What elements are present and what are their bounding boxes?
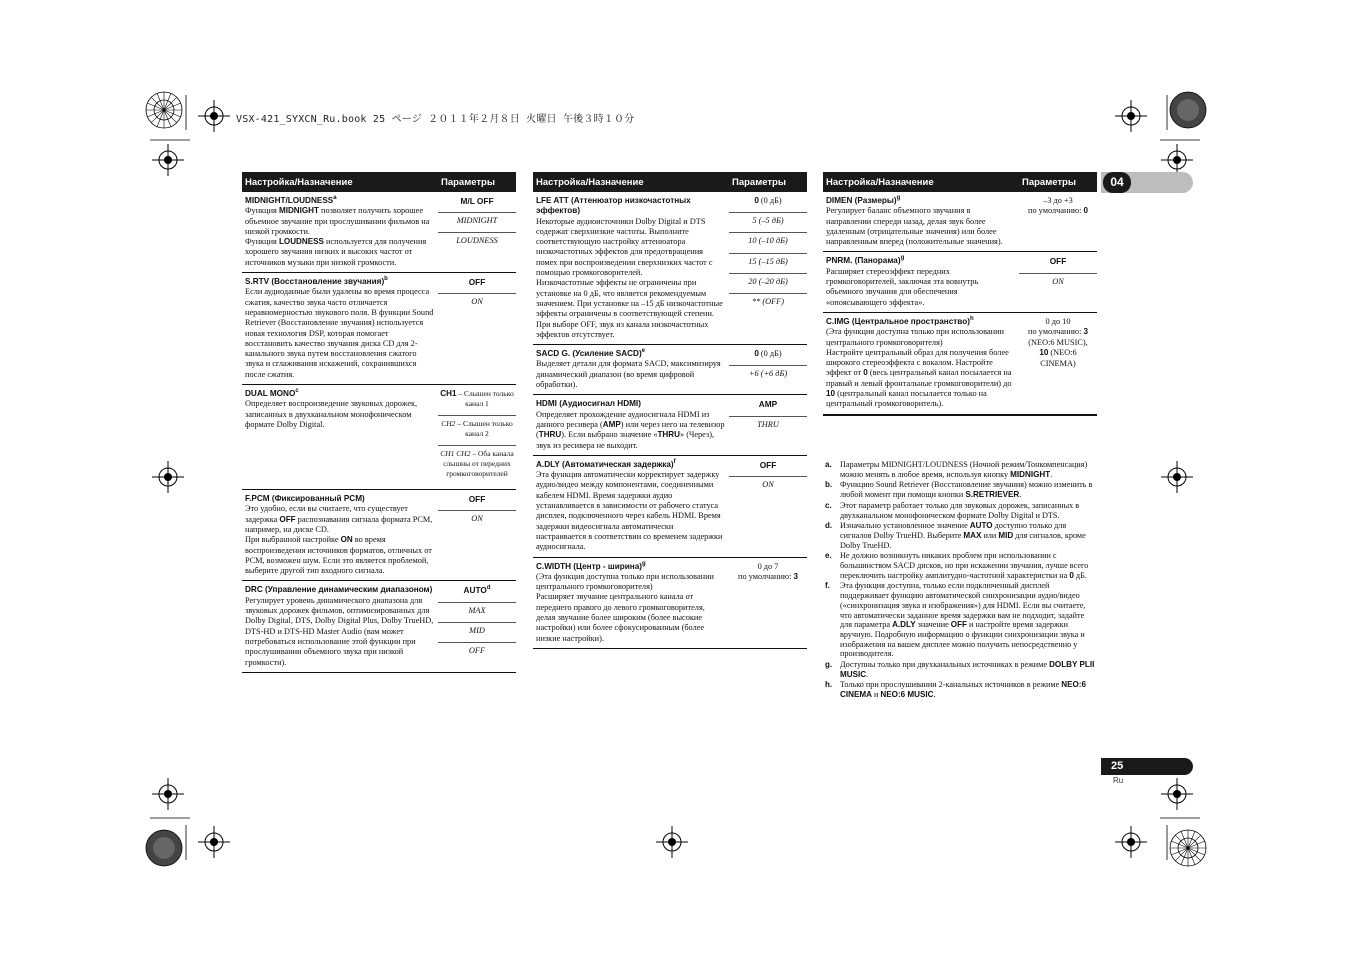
setting-text: [826, 327, 1015, 409]
setting-name: [536, 562, 725, 572]
text-run: во время воспроизведения источников форматов, отличных от PCM, возможен шум. Если это является проблемой, выберите другой тип входного сигнала.: [245, 535, 432, 576]
setting-text: [245, 399, 434, 430]
header-setting: Настройка/Назначение: [245, 176, 353, 188]
value-option: [438, 233, 516, 252]
footnote-ref: f: [673, 459, 676, 466]
setting-text: [536, 410, 725, 451]
footnote-key: f.: [825, 581, 830, 591]
bold-term: NEO:6 MUSIC: [880, 690, 934, 700]
setting-row: [533, 456, 807, 558]
footnote: [823, 680, 1098, 699]
text-run: значение: [915, 620, 951, 630]
settings-table-3: [823, 172, 1097, 416]
setting-values: [438, 494, 516, 576]
option-value: ON: [471, 514, 483, 524]
setting-code: F.PCM: [245, 494, 270, 504]
footnote-text: [840, 581, 1098, 659]
setting-name: [245, 277, 434, 287]
text-run: распознавания сигнала формата PCM, например, на диске CD.: [245, 514, 433, 534]
bold-term: 3: [793, 571, 798, 581]
setting-code: S.RTV: [245, 277, 270, 287]
setting-row: [242, 490, 516, 581]
text-run: Определяет прохождение аудиосигнала HDMI из данного ресивера (: [536, 409, 710, 429]
text-run: Только при прослушивании 2-канальных источников в режиме: [840, 680, 1062, 690]
value-option: [729, 417, 807, 436]
setting-code: DIMEN: [826, 196, 853, 205]
text-run: (Эта функция доступна только при использовании центрального громкоговорителя): [826, 327, 1004, 347]
value-option: [438, 446, 516, 485]
setting-code: PNRM.: [826, 256, 853, 266]
value-option: [1019, 256, 1097, 273]
option-value: 15 (–15 дБ): [748, 256, 788, 266]
text-run: доступно только для сигналов Dolby TrueHD. Выберите: [840, 521, 1067, 540]
setting-name: [826, 196, 1015, 206]
text-run: .: [866, 669, 869, 679]
value-option: [729, 366, 807, 385]
bold-term: A.DLY: [892, 620, 916, 630]
setting-name: [245, 389, 434, 399]
bold-term: AMP: [602, 419, 621, 429]
text-run: для сигналов, кроме Dolby TrueHD.: [840, 530, 1086, 550]
bold-term: MAX: [963, 530, 982, 540]
footnote: [823, 480, 1098, 499]
value-option: [438, 277, 516, 294]
footnote-ref: h: [969, 316, 974, 323]
text-run: (центральный канал посылается только на центральный громкоговоритель).: [826, 389, 987, 409]
value-option: [438, 585, 516, 602]
header-params: Параметры: [732, 176, 786, 188]
setting-values: [438, 585, 516, 667]
bold-term: MIDNIGHT: [278, 206, 319, 216]
footnote-ref: a: [333, 195, 337, 202]
setting-description: [242, 585, 438, 667]
text-run: используется для получения хорошего звучания низких и высоких частот от источников музыки при низкой громкости.: [245, 237, 427, 267]
text-run: –3 до +3: [1043, 196, 1073, 205]
footnote-key: a.: [825, 460, 832, 469]
setting-code: C.IMG: [826, 316, 850, 326]
setting-name: [245, 196, 434, 206]
bold-term: NEO:6 CINEMA: [840, 680, 1086, 700]
option-note: (0 дБ): [758, 349, 782, 359]
setting-code-2: LOUDNESS: [287, 196, 334, 205]
option-value: ON: [1052, 276, 1064, 286]
footnote-key: g.: [825, 660, 833, 670]
text-run: ) или через него на телевизор (: [536, 419, 725, 440]
text-run: Функция: [245, 206, 279, 216]
setting-description: [533, 562, 729, 644]
setting-values: [438, 196, 516, 268]
value-option: [729, 349, 807, 366]
setting-text: [826, 267, 1015, 308]
setting-description: [242, 494, 438, 576]
text-run: по умолчанию:: [738, 571, 794, 581]
footnote: [823, 660, 1098, 679]
setting-text: [536, 470, 725, 552]
setting-name: [826, 256, 1015, 266]
setting-name: [536, 349, 725, 359]
setting-subtitle: (Управление динамическим диапазоном): [262, 585, 433, 595]
option-value: ON: [762, 480, 774, 490]
setting-text: [245, 206, 434, 268]
setting-code: HDMI: [536, 399, 557, 409]
table-header: [242, 172, 516, 192]
setting-values: [729, 562, 807, 644]
text-run: Регулирует уровень динамического диапазона для звуковых дорожек фильмов, оптимизированных для Dolby Digital, DTS, Dolby Digital Plus, Dolby TrueHD, DTS-HD и DTS-HD Master Audio (вам может потребоваться использование этой функции при прослушивании объемного звука при низкой громкости).: [245, 595, 434, 667]
page-number: 25: [1111, 760, 1124, 772]
option-note: – Слышен только канал 2: [455, 419, 513, 439]
text-run: Этот параметр работает только для звуковых дорожек, записанных в двухканальном монофоническом формате Dolby Digital и DTS.: [840, 500, 1080, 520]
bold-term: ON: [340, 535, 353, 545]
setting-description: [533, 399, 729, 450]
setting-row: [533, 558, 807, 649]
text-run: и: [871, 690, 881, 700]
setting-row: [242, 581, 516, 672]
text-run: .: [1050, 469, 1053, 479]
text-run: и настройте время задержки вручную. Подробную информацию о функции синхронизации звука и изображения на вашем дисплее можно получить непосредственно у производителя.: [840, 620, 1085, 659]
option-value: ON: [471, 297, 483, 307]
setting-values: [1019, 256, 1097, 307]
value-option: [438, 494, 516, 511]
footnote-text: [840, 460, 1098, 479]
text-run: по умолчанию:: [1028, 327, 1084, 337]
setting-code: DUAL MONO: [245, 389, 296, 399]
setting-text: [245, 287, 434, 380]
setting-row: [823, 192, 1097, 252]
setting-code: A.DLY: [536, 459, 560, 469]
bold-term: 3: [1083, 327, 1088, 337]
value-range: [1019, 317, 1097, 369]
value-option: [1019, 274, 1097, 293]
option-note: – Слышен только канал 1: [456, 389, 514, 409]
header-setting: Настройка/Назначение: [826, 176, 934, 188]
footnote: [823, 460, 1098, 479]
setting-subtitle: (Размеры): [852, 196, 897, 205]
footnote-key: d.: [825, 521, 833, 531]
setting-description: [242, 389, 438, 485]
header-setting: Настройка/Назначение: [536, 176, 644, 188]
setting-description: [242, 196, 438, 268]
text-run: 0 до 10: [1045, 316, 1071, 326]
setting-values: [1019, 317, 1097, 410]
text-run: » (Через), звук из ресивера не выходит.: [536, 430, 715, 450]
bold-term: 0: [1069, 570, 1074, 580]
setting-subtitle: (Фиксированный PCM): [269, 494, 365, 504]
option-value: AMP: [758, 399, 778, 410]
setting-name: [536, 196, 725, 217]
running-header: VSX-421_SYXCN_Ru.book 25 ページ ２０１１年２月８日 火曜日 午後３時１０分: [236, 114, 635, 125]
text-run: Эта функция доступна, только если подключенный дисплей поддерживает функцию автоматической синхронизации аудио/видео («синхронизация звука и изображения») для HDMI. Если вы считаете, что автоматически заданное время задержки вам не подходит, задайте для параметра: [840, 581, 1086, 630]
setting-values: [729, 349, 807, 390]
setting-subtitle: (Центральное пространство): [849, 316, 970, 326]
value-option: [438, 511, 516, 530]
setting-description: [533, 460, 729, 553]
footnote-ref: b: [384, 276, 388, 283]
setting-subtitle: (Усиление SACD): [570, 349, 642, 359]
option-value: OFF: [468, 494, 486, 505]
chapter-tab: [1101, 172, 1193, 193]
footnote-ref: d: [486, 585, 491, 592]
text-run: Расширяет стереоэффект передних громкоговорителей, заключая эта вовнутрь объемного звучания для обеспечения «опоясывающего эффекта».: [826, 266, 979, 307]
text-run: Изначально установленное значение: [840, 521, 970, 531]
option-value: 10 (–10 дБ): [748, 236, 788, 246]
footnote-key: b.: [825, 480, 833, 490]
text-run: Функцию Sound Retriever (Восстановление звучания) можно изменить в любой момент при помощи кнопки: [840, 480, 1093, 500]
setting-text: [536, 572, 725, 644]
setting-values: [729, 460, 807, 553]
value-range: [1019, 196, 1097, 217]
value-option: [438, 623, 516, 643]
setting-row: [242, 273, 516, 385]
text-run: дБ.: [1073, 570, 1087, 580]
text-run: .: [1019, 490, 1022, 500]
bold-term: THRU: [538, 430, 562, 440]
chapter-number: 04: [1103, 172, 1131, 193]
setting-code: DRC: [245, 585, 263, 595]
value-option: [438, 416, 516, 446]
text-run: Расширяет звучание центрального канала от переднего правого до левого громкоговорителя, делая звучание более широким (более высокие настройки) или более сфокусированным (более низкие настройки).: [536, 592, 705, 643]
footnote-ref: g: [900, 255, 905, 262]
option-value: OFF: [1049, 256, 1067, 267]
value-option: [729, 196, 807, 213]
text-run: (Эта функция доступна только при использовании центрального громкоговорителя): [536, 571, 714, 592]
setting-code: LFE ATT: [536, 196, 569, 205]
page-language: Ru: [1113, 776, 1124, 785]
setting-row: [533, 345, 807, 395]
text-run: Низкочастотные эффекты не ограничены при установке на 0 дБ, что является рекомендуемым значением. При установке на –15 дБ низкочастотные эффекты ограничены в соответствующей степени. При выборе OFF, звук из канала низкочастотных эффектов отсутствует.: [536, 278, 723, 339]
text-run: Некоторые аудиоисточники Dolby Digital и DTS содержат сверхнизкие частоты. Выполните соответствующую настройку аттенюатора низкочастотных эффектов для предотвращения помех при воспроизведении сверхнизких частот с помощью громкоговорителей.: [536, 216, 713, 278]
setting-text: [536, 217, 725, 341]
setting-values: [438, 389, 516, 485]
setting-subtitle: /: [285, 196, 288, 205]
value-option: [729, 233, 807, 253]
text-run: (весь центральный канал посылается на правый и левый фронтальные громкоговорители) до: [826, 368, 1012, 388]
setting-description: [823, 256, 1019, 307]
option-value: CH1: [440, 389, 457, 399]
footnote-text: [840, 501, 1098, 520]
setting-row: [242, 385, 516, 490]
bold-term: 0: [863, 368, 868, 378]
bold-term: THRU: [657, 430, 680, 440]
text-run: 0 до 7: [757, 561, 779, 571]
footnote: [823, 521, 1098, 550]
option-value: OFF: [468, 646, 486, 656]
footnote-ref: g: [642, 560, 646, 567]
text-run: Параметры MIDNIGHT/LOUDNESS (Ночной режим/Тонкомпенсация) можно менять в любое время, используя кнопку: [840, 460, 1088, 479]
option-value: 0: [754, 196, 759, 205]
option-note: – Оба канала слышны от передних громкоговорителей: [443, 449, 514, 479]
setting-subtitle: (Аудиосигнал HDMI): [556, 399, 641, 409]
footnotes: [823, 460, 1098, 701]
setting-code: MIDNIGHT: [245, 196, 286, 205]
setting-subtitle: (Восстановление звучания): [269, 277, 385, 287]
option-value: AUTO: [463, 585, 487, 596]
option-note: (0 дБ): [758, 196, 782, 205]
text-run: (NEO:6: [1048, 348, 1077, 358]
settings-table-1: [242, 172, 516, 673]
bold-term: OFF: [279, 514, 296, 524]
option-value: CH2: [441, 419, 456, 429]
option-value: OFF: [759, 459, 777, 470]
setting-code: C.WIDTH: [536, 561, 572, 571]
setting-text: [245, 596, 434, 668]
bold-term: OFF: [950, 620, 967, 630]
option-value: 20 (–20 дБ): [748, 276, 788, 286]
setting-text: [245, 504, 434, 576]
setting-description: [823, 196, 1019, 247]
text-run: ). Если выбрано значение «: [561, 430, 658, 440]
value-option: [438, 294, 516, 313]
setting-subtitle: (Центр - ширина): [571, 561, 643, 571]
setting-values: [438, 277, 516, 380]
footnote-text: [840, 480, 1098, 499]
option-value: MID: [469, 625, 485, 635]
setting-name: [536, 460, 725, 470]
footnote-text: [840, 551, 1098, 580]
option-value: LOUDNESS: [456, 236, 498, 246]
setting-description: [533, 349, 729, 390]
text-run: позволяет получить хорошее объемное звучание при прослушивании фильмов на низкой громкости.: [245, 206, 430, 236]
setting-code: SACD G.: [536, 349, 571, 359]
text-run: .: [933, 690, 936, 700]
footnote-key: e.: [825, 551, 832, 561]
bold-term: DOLBY PLII MUSIC: [840, 660, 1095, 679]
option-value: MIDNIGHT: [456, 216, 498, 226]
footnote: [823, 581, 1098, 659]
option-value: MAX: [468, 605, 486, 615]
bold-term: 0: [1083, 206, 1088, 216]
text-run: или: [981, 530, 999, 540]
text-run: Настройте центральный образ для получения более широкого стереоэффекта с вокалом. Настройте эффект от: [826, 347, 1009, 378]
setting-row: [533, 395, 807, 455]
bold-term: 10: [1039, 348, 1049, 358]
table-header: [533, 172, 807, 192]
setting-row: [533, 192, 807, 345]
text-run: Это удобно, если вы считаете, что существует задержка: [245, 504, 408, 524]
setting-description: [242, 277, 438, 380]
option-value: 0: [754, 349, 759, 359]
value-option: [438, 196, 516, 213]
setting-description: [823, 317, 1019, 410]
setting-name: [826, 317, 1015, 327]
setting-subtitle: (Автоматическая задержка): [559, 459, 674, 469]
setting-subtitle: (Аттенюатор низкочастотных эффектов): [536, 196, 691, 216]
option-value: ** (OFF): [751, 297, 785, 307]
setting-values: [729, 399, 807, 450]
text-run: Регулирует баланс объемного звучания в направлении спереди назад, делая звук более удаленным (отрицательные значения) или более направленным вперед (положительные значения).: [826, 206, 1003, 247]
setting-values: [729, 196, 807, 340]
setting-text: [536, 359, 725, 390]
footnote-text: [840, 660, 1098, 679]
footnote-key: h.: [825, 680, 833, 690]
value-option: [729, 294, 807, 313]
footnote-ref: g: [896, 195, 901, 202]
value-option: [729, 399, 807, 416]
text-run: Не должно возникнуть никаких проблем при использовании с большинством SACD дисков, но при искажении звучания, лучше всего переключить настройку амплитудно-частотной характеристки на: [840, 551, 1089, 580]
option-value: THRU: [757, 419, 779, 429]
text-run: CINEMA): [1040, 358, 1076, 368]
table-header: [823, 172, 1097, 192]
setting-name: [245, 585, 434, 595]
setting-description: [533, 196, 729, 340]
value-option: [729, 254, 807, 274]
bold-term: MID: [998, 530, 1014, 540]
setting-text: [826, 206, 1015, 247]
settings-table-2: [533, 172, 807, 649]
value-option: [729, 213, 807, 233]
value-option: [438, 643, 516, 662]
bold-term: S.RETRIEVER: [965, 490, 1020, 500]
bold-term: AUTO: [969, 521, 993, 531]
footnote-ref: e: [641, 348, 646, 355]
text-run: Определяет воспроизведение звуковых дорожек, записанных в двухканальном монофоническом формате Dolby Digital.: [245, 399, 418, 429]
setting-row: [242, 192, 516, 273]
value-option: [729, 460, 807, 477]
value-option: [729, 477, 807, 496]
option-value: OFF: [468, 277, 486, 288]
value-option: [729, 274, 807, 294]
footnote: [823, 501, 1098, 520]
text-run: Функция: [245, 237, 279, 247]
text-run: Если аудиоданные были удалены во время процесса сжатия, качество звука часто отличается неравномерностью звукового поля. В функции Sound Retriever (Восстановление звучания) используется новая технология DSP, которая помогает восстановить качество звучания диска CD для 2-канального звука путем восстановления сжатого звука и сглаживания искажений, сохранившихся после сжатия.: [245, 287, 434, 379]
value-option: [438, 603, 516, 623]
setting-values: [1019, 196, 1097, 247]
setting-row: [823, 313, 1097, 416]
footnote: [823, 551, 1098, 580]
text-run: Эта функция автоматически корректирует задержку аудио/видео между компонентами, соединенными кабелем HDMI. Время задержки аудио устанавливается в зависимости от рабочего статуса дисплея, подключенного через кабель HDMI. Время задержки видеосигнала автоматически настраивается в соответствии со временем задержки аудиосигнала.: [536, 470, 723, 552]
footnote-text: [840, 521, 1098, 550]
value-range: [729, 562, 807, 583]
header-params: Параметры: [441, 176, 495, 188]
option-value: M/L OFF: [460, 196, 494, 206]
option-value: 5 (–5 дБ): [752, 216, 784, 226]
setting-name: [245, 494, 434, 504]
option-value: CH1 CH2: [440, 449, 471, 459]
page-number-badge: [1101, 758, 1193, 775]
option-value: +6 (+6 дБ): [748, 369, 788, 379]
text-run: При выбранной настройке: [245, 535, 341, 545]
text-run: Доступны только при двухканальных источниках в режиме: [840, 660, 1050, 670]
value-option: [438, 213, 516, 233]
value-option: [438, 389, 516, 416]
footnote-text: [840, 680, 1098, 699]
text-run: (NEO:6 MUSIC),: [1028, 337, 1088, 347]
setting-name: [536, 399, 725, 409]
bold-term: 10: [826, 389, 836, 399]
setting-row: [823, 252, 1097, 312]
text-run: Выделяет детали для формата SACD, максимизируя динамический диапазон (во время цифровой обработки).: [536, 359, 721, 390]
footnote-key: c.: [825, 500, 832, 510]
footnote-ref: c: [295, 388, 299, 395]
text-run: по умолчанию:: [1028, 206, 1084, 216]
header-params: Параметры: [1022, 176, 1076, 188]
bold-term: MIDNIGHT: [1010, 469, 1051, 479]
bold-term: LOUDNESS: [278, 237, 324, 247]
setting-subtitle: (Панорама): [852, 256, 901, 266]
